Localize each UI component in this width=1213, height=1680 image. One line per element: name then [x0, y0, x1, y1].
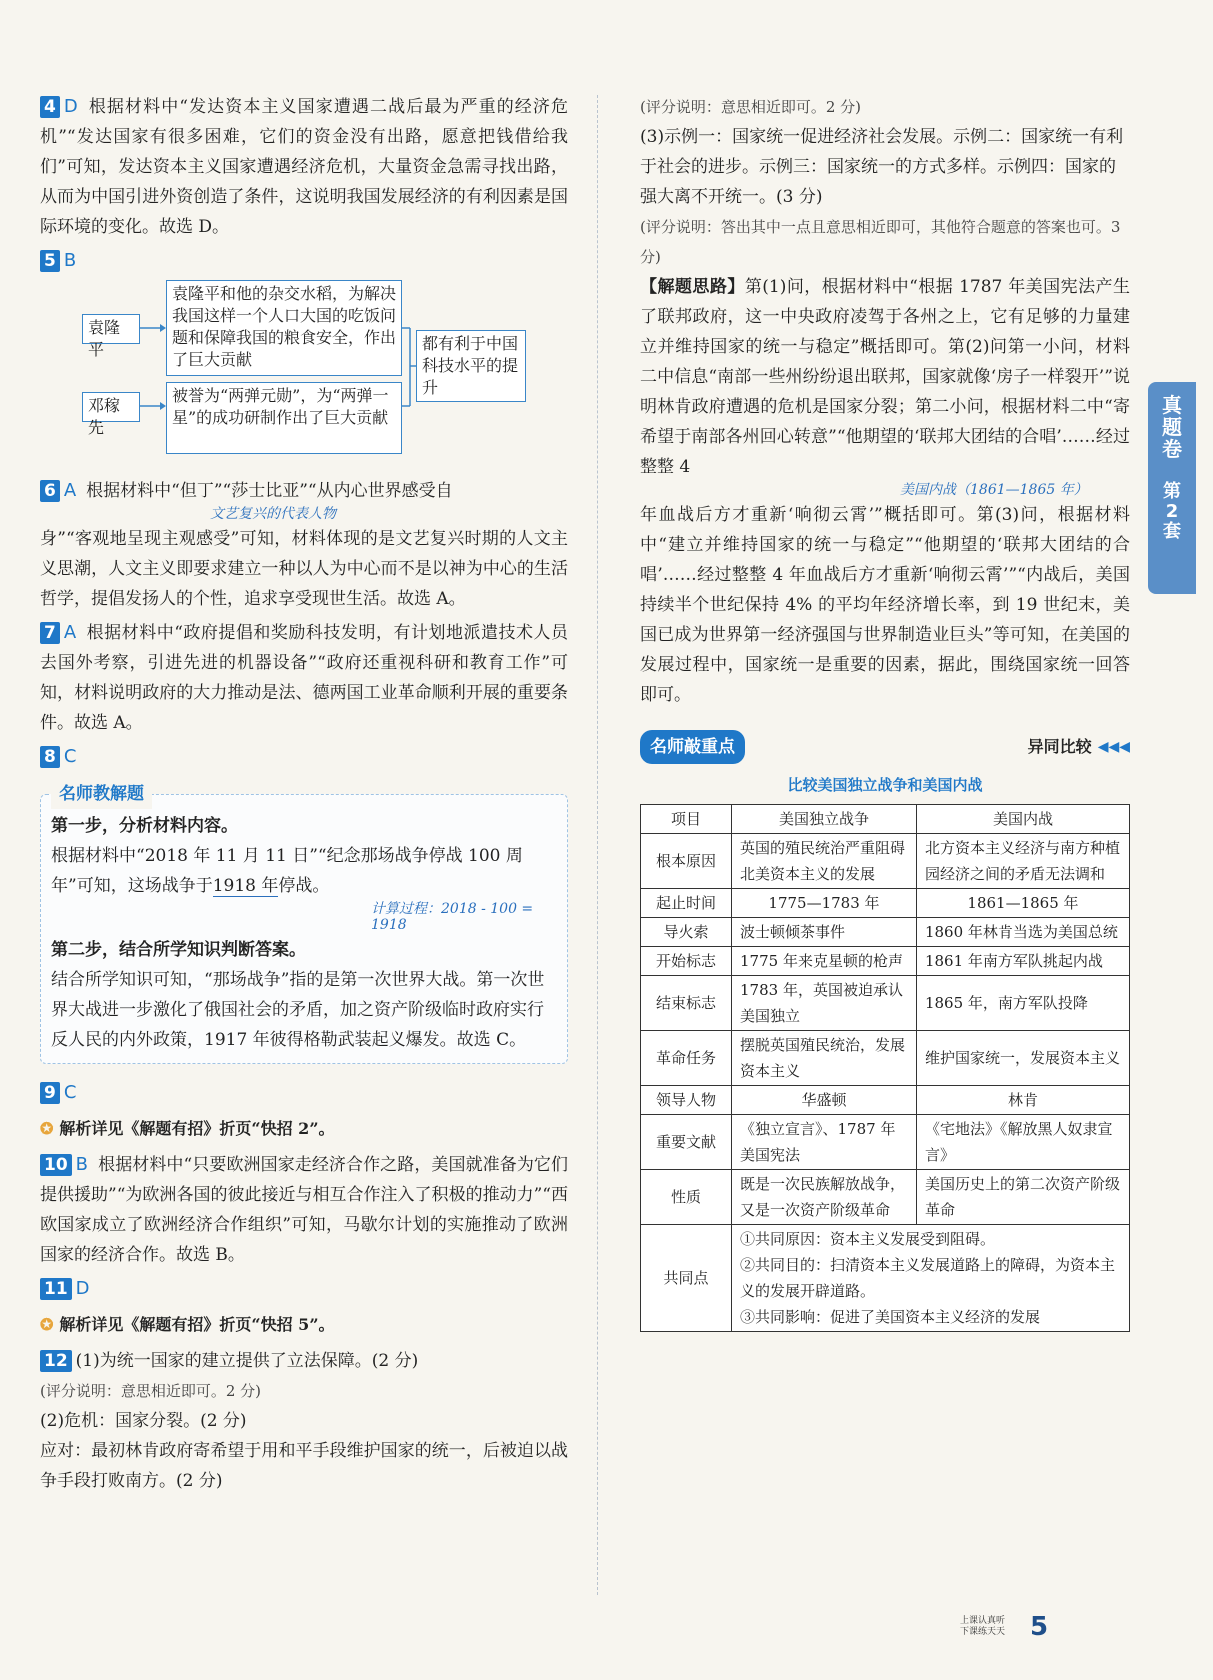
table-cell: 北方资本主义经济与南方种植园经济之间的矛盾无法调和	[916, 834, 1129, 889]
tip-line	[40, 1310, 568, 1340]
side-tab-set: 第 2 套	[1163, 481, 1181, 542]
scoring-note-2: (评分说明：答出其中一点且意思相近即可，其他符合题意的答案也可。3 分)	[640, 218, 1121, 266]
common-point: ②共同目的：扫清资本主义发展道路上的障碍，为资本主义的发展开辟道路。	[740, 1256, 1116, 1300]
solution-thinking-text-1: 第(1)问，根据材料中“根据 1787 年美国宪法产生了联邦政府，这一中央政府凌驾于各州之上，它有足够的力量建立并维持国家的统一与稳定”概括即可。第(2)问第一小问，材料二中信息“南部一些州纷纷退出联邦，国家就像‘房子一样裂开’”说明林肯政府遭遇的危机是国家分裂；第二小问，根据材料二中“寄希望于南部各州回心转意”“他期望的‘联邦大团结的合唱’……经过整整 4	[640, 277, 1131, 477]
question-number: 6	[40, 480, 60, 502]
question-number: 10	[40, 1154, 72, 1176]
answer-letter: A	[63, 622, 77, 643]
answer-letter: A	[63, 480, 77, 501]
answer-line-1: (1)为统一国家的建立提供了立法保障。(2 分)	[75, 1351, 419, 1371]
side-tab-title: 真 题 卷	[1162, 393, 1182, 461]
table-cell: 《独立宣言》、1787 年美国宪法	[732, 1115, 917, 1170]
table-cell: 华盛顿	[732, 1086, 917, 1115]
row-label-cell: 开始标志	[641, 947, 732, 976]
table-cell: 既是一次民族解放战争，又是一次资产阶级革命	[732, 1170, 917, 1225]
question-11	[40, 1274, 568, 1340]
answer-letter: D	[63, 96, 78, 117]
tip-text: 解析详见《解题有招》折页“快招 2”。	[59, 1119, 335, 1138]
question-number: 7	[40, 622, 60, 644]
handwritten-note: 美国内战（1861—1865 年）	[900, 482, 1088, 498]
comparison-header	[640, 730, 1130, 764]
question-9	[40, 1078, 568, 1144]
row-label-cell: 领导人物	[641, 1086, 732, 1115]
footer-slogan	[960, 1616, 1005, 1638]
row-label-cell: 性质	[641, 1170, 732, 1225]
question-6	[40, 476, 568, 614]
explanation: 根据材料中“发达资本主义国家遭遇二战后最为严重的经济危机”“发达国家有很多困难，它们的资金没有出路，愿意把钱借给我们”可知，发达资本主义国家遭遇经济危机，大量资金急需寻找出路，从而为中国引进外资创造了条件，这说明我国发展经济的有利因素是国际环境的变化。故选 D。	[40, 97, 568, 237]
table-cell: 《宅地法》《解放黑人奴隶宣言》	[916, 1115, 1129, 1170]
contribution-box-yuan: 袁隆平和他的杂交水稻，为解决我国这样一个人口大国的吃饭问题和保障我国的粮食安全，作出了巨大贡献	[166, 280, 402, 376]
answer-letter: B	[75, 1154, 89, 1175]
table-cell: 波士顿倾茶事件	[732, 918, 917, 947]
question-number: 12	[40, 1350, 72, 1372]
question-number: 8	[40, 746, 60, 768]
slogan-line-2: 下课练天天	[960, 1627, 1006, 1637]
teacher-solution-box	[40, 784, 568, 1064]
table-header-row	[641, 805, 1130, 834]
header-cell: 美国内战	[916, 805, 1129, 834]
common-points-row	[641, 1225, 1130, 1332]
table-row	[641, 1086, 1130, 1115]
slogan-line-1: 上课认真听	[960, 1616, 1006, 1626]
answer-letter: C	[63, 1082, 77, 1103]
table-row	[641, 1115, 1130, 1170]
left-column	[40, 92, 568, 1500]
common-point: ①共同原因：资本主义发展受到阻碍。	[740, 1230, 996, 1248]
step-2-body: 结合所学知识可知，“那场战争”指的是第一次世界大战。第一次世界大战进一步激化了俄国社会的矛盾，加之资产阶级临时政府实行反人民的内外政策，1917 年彼得格勒武装起义爆发。故选 C。	[51, 970, 545, 1050]
solution-thinking	[640, 272, 1130, 710]
star-icon: ✪	[40, 1315, 54, 1334]
row-label-cell: 革命任务	[641, 1031, 732, 1086]
table-cell: 1865 年，南方军队投降	[916, 976, 1129, 1031]
table-cell: 1775 年来克星顿的枪声	[732, 947, 917, 976]
teacher-solution-title: 名师教解题	[51, 779, 152, 809]
step-1-text: 根据材料中“2018 年 11 月 11 日”“纪念那场战争停战 100 周年”可知，这场战争于	[51, 846, 523, 896]
explanation-part-2: 身”“客观地呈现主观感受”可知，材料体现的是文艺复兴时期的人文主义思潮，人文主义即要求建立一种以人为中心而不是以神为中心的生活哲学，提倡发扬人的个性，追求享受现世生活。故选 A。	[40, 529, 568, 609]
tip-text: 解析详见《解题有招》折页“快招 5”。	[59, 1315, 335, 1334]
table-cell: 1860 年林肯当选为美国总统	[916, 918, 1129, 947]
question-number: 11	[40, 1278, 72, 1300]
step-1-heading: 第一步，分析材料内容。	[51, 816, 238, 836]
comparison-tag: 异同比较	[1027, 737, 1092, 756]
person-box-yuan-longping: 袁隆平	[82, 314, 140, 344]
table-cell: 林肯	[916, 1086, 1129, 1115]
key-points-badge: 名师敲重点	[640, 730, 745, 764]
explanation: 根据材料中“只要欧洲国家走经济合作之路，美国就准备为它们提供援助”“为欧洲各国的彼此接近与相互合作注入了积极的推动力”“西欧国家成立了欧洲经济合作组织”可知，马歇尔计划的实施推动了欧洲国家的经济合作。故选 B。	[40, 1155, 568, 1265]
table-cell: 1775—1783 年	[732, 889, 917, 918]
answer-line-2: (2)危机：国家分裂。(2 分)	[40, 1411, 247, 1431]
row-label-cell: 结束标志	[641, 976, 732, 1031]
question-7	[40, 618, 568, 738]
table-row	[641, 834, 1130, 889]
header-cell: 项目	[641, 805, 732, 834]
row-label-cell: 根本原因	[641, 834, 732, 889]
table-cell: 维护国家统一，发展资本主义	[916, 1031, 1129, 1086]
concept-diagram	[40, 280, 568, 470]
table-cell: 英国的殖民统治严重阻碍北美资本主义的发展	[732, 834, 917, 889]
row-label-cell: 导火索	[641, 918, 732, 947]
explanation-part-1: 根据材料中“但丁”“莎士比亚”“从内心世界感受自	[86, 481, 453, 501]
table-cell: 美国历史上的第二次资产阶级革命	[916, 1170, 1129, 1225]
row-label-cell: 起止时间	[641, 889, 732, 918]
right-column	[640, 92, 1130, 1332]
table-row	[641, 918, 1130, 947]
table-cell: 1783 年，英国被迫承认美国独立	[732, 976, 917, 1031]
solution-thinking-label: 【解题思路】	[640, 277, 745, 297]
step-1-end: 停战。	[278, 876, 330, 896]
table-row	[641, 1031, 1130, 1086]
page-number: 5	[1030, 1612, 1049, 1642]
question-5	[40, 246, 568, 276]
answer-letter: C	[63, 746, 77, 767]
answer-letter: D	[75, 1278, 90, 1299]
row-label-cell: 重要文献	[641, 1115, 732, 1170]
tip-line	[40, 1114, 568, 1144]
answer-part-3: (3)示例一：国家统一促进经济社会发展。示例二：国家统一有利于社会的进步。示例三：国家统一的方式多样。示例四：国家的强大离不开统一。(3 分)	[640, 127, 1124, 207]
question-12	[40, 1346, 568, 1496]
scoring-note: (评分说明：意思相近即可。2 分)	[40, 1382, 262, 1400]
table-row	[641, 976, 1130, 1031]
header-cell: 美国独立战争	[732, 805, 917, 834]
comparison-table	[640, 804, 1130, 1332]
question-number: 9	[40, 1082, 60, 1104]
handwritten-note: 文艺复兴的代表人物	[210, 506, 336, 522]
table-row	[641, 947, 1130, 976]
calculation-note: 计算过程：2018 - 100 = 1918	[371, 901, 534, 933]
table-cell: 1861 年南方军队挑起内战	[916, 947, 1129, 976]
common-point: ③共同影响：促进了美国资本主义经济的发展	[740, 1308, 1041, 1326]
question-10	[40, 1150, 568, 1270]
table-row	[641, 889, 1130, 918]
common-points-cell	[732, 1225, 1130, 1332]
question-number: 5	[40, 250, 60, 272]
comparison-subtitle: 比较美国独立战争和美国内战	[787, 776, 983, 794]
volume-side-tab	[1148, 382, 1196, 594]
explanation: 根据材料中“政府提倡和奖励科技发明，有计划地派遣技术人员去国外考察，引进先进的机器设备”“政府还重视科研和教育工作”可知，材料说明政府的大力推动是法、德两国工业革命顺利开展的重要条件。故选 A。	[40, 623, 568, 733]
column-divider	[597, 95, 598, 1595]
solution-thinking-text-2: 年血战后方才重新‘响彻云霄’”概括即可。第(3)问，根据材料中“建立并维持国家的统一与稳定”“他期望的‘联邦大团结的合唱’……经过整整 4 年血战后方才重新‘响彻云霄’”“内战后，美国持续半个世纪保持 4% 的平均年经济增长率，到 19 世纪末，美国已成为世界第一经济强国与世界制造业巨头”等可知，在美国的发展过程中，国家统一是重要的因素，据此，围绕国家统一回答即可。	[640, 505, 1130, 705]
step-1-body	[51, 841, 557, 901]
question-number: 4	[40, 96, 60, 118]
triangle-arrows-icon: ◀◀◀	[1097, 739, 1130, 755]
step-2-heading: 第二步，结合所学知识判断答案。	[51, 940, 306, 960]
scoring-note-1: (评分说明：意思相近即可。2 分)	[640, 98, 862, 116]
question-8	[40, 742, 568, 772]
table-cell: 摆脱英国殖民统治，发展资本主义	[732, 1031, 917, 1086]
result-box: 都有利于中国科技水平的提升	[416, 330, 526, 402]
answer-letter: B	[63, 250, 77, 271]
contribution-box-deng: 被誉为“两弹元勋”，为“两弹一星”的成功研制作出了巨大贡献	[166, 382, 402, 454]
star-icon: ✪	[40, 1119, 54, 1138]
table-cell: 1861—1865 年	[916, 889, 1129, 918]
question-4	[40, 92, 568, 242]
table-row	[641, 1170, 1130, 1225]
row-label-cell: 共同点	[641, 1225, 732, 1332]
person-box-deng-jiaxian: 邓稼先	[82, 392, 140, 422]
answer-line-3: 应对：最初林肯政府寄希望于用和平手段维护国家的统一，后被迫以战争手段打败南方。(2 分)	[40, 1441, 568, 1491]
underlined-year: 1918 年	[212, 876, 279, 896]
